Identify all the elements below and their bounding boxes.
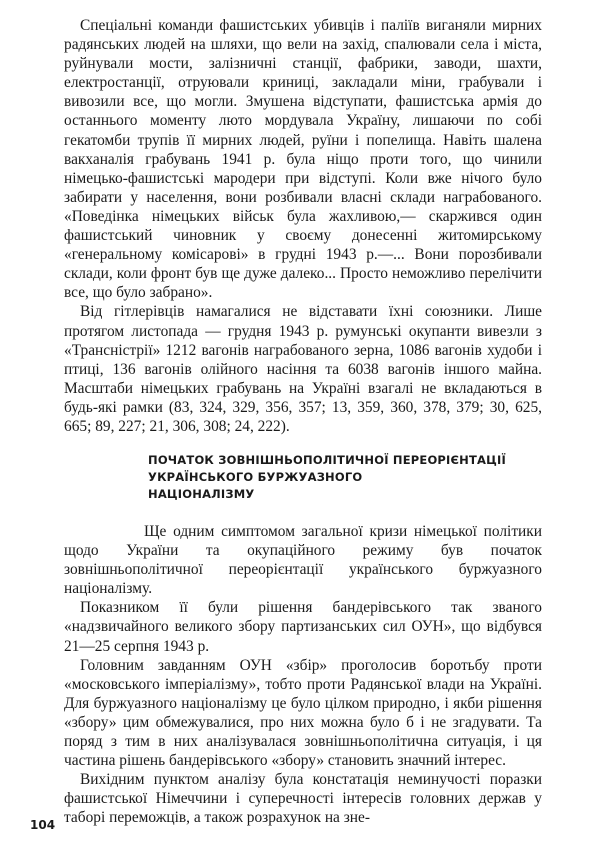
paragraph-oun-assembly: Показником її були рішення бандерівського так званого «надзвичайного великого збору партизанських сил ОУН», що відбувся 21—25 серпня 1943 р. [64,599,542,655]
body-text-block [64,16,542,436]
paragraph-crisis-symptom: Ще одним симптомом загальної кризи німецької політики щодо України та окупаційного режиму був початок зовнішньополітичної переорієнтації українського буржуазного націоналізму. [64,523,542,598]
paragraph-main-task: Головним завданням ОУН «збір» проголосив боротьбу проти «московського імперіалізму», тобто проти Радянської влади на Україні. Для буржуазного націоналізму це було цілком природно, і якби рішення «збору» цим обмежувалися, про них можна було б і не згадувати. Та поряд з тим в них аналізувалася зовнішньополітична ситуація, і ця частина рішень бандерівського «збору» становить значний інтерес. [64,656,542,770]
paragraph-allies-plunder: Від гітлерівців намагалися не відставати їхні союзники. Лише протягом листопада — грудня 1943 р. румунські окупанти вивезли з «Трансністрії» 1212 вагонів награбованого зерна, 1086 вагонів худоби і птиці, 136 вагонів олійного насіння та 6038 вагонів іншого майна. Масштаби німецьких грабувань на Україні взагалі не вкладаються в будь-які рамки (83, 324, 329, 356, 357; 13, 359, 360, 378, 379; 30, 625, 665; 89, 227; 21, 306, 308; 24, 222). [64,303,542,435]
section-heading-line: НАЦІОНАЛІЗМУ [148,487,255,501]
paragraph-retreat-plunder: Спеціальні команди фашистських убивців і паліїв виганяли мирних радянських людей на шляхи, що вели на захід, спалювали села і міста, руйнували мости, залізничні станції, фабрики, заводи, шахти, електростанції, отруювали криниці, закладали міни, грабували і вивозили все, що могли. Змушена відступати, фашистська армія до останнього моменту люто мордувала Україну, лишаючи по собі гекатомби трупів її мирних людей, руїни і попелища. Навіть шалена вакханалія грабувань 1941 р. була ніщо проти того, що чинили німецько-фашистські мародери при відступі. Коли вже нічого було забирати у населення, вони розбивали власні склади награбованого. «Поведінка німецьких військ була жахливою,— скаржився один фашистський чиновник у своєму донесенні житомирському «генеральному комісарові» в грудні 1943 р.—... Вони порозбивали склади, коли фронт був ще дуже далеко... Просто неможливо перелічити все, що було забрано». [64,17,542,302]
section-heading [148,452,528,503]
page-number: 104 [30,818,56,832]
paragraph-analysis-start: Вихідним пунктом аналізу була констатація неминучості поразки фашистської Німеччини і суперечності інтересів головних держав у таборі переможців, а також розрахунок на зне- [64,771,542,827]
section-heading-line: УКРАЇНСЬКОГО БУРЖУАЗНОГО [148,470,363,484]
section-text-block [64,522,542,828]
section-heading-line: ПОЧАТОК ЗОВНІШНЬОПОЛІТИЧНОЇ ПЕРЕОРІЄНТАЦІЇ [148,453,506,467]
